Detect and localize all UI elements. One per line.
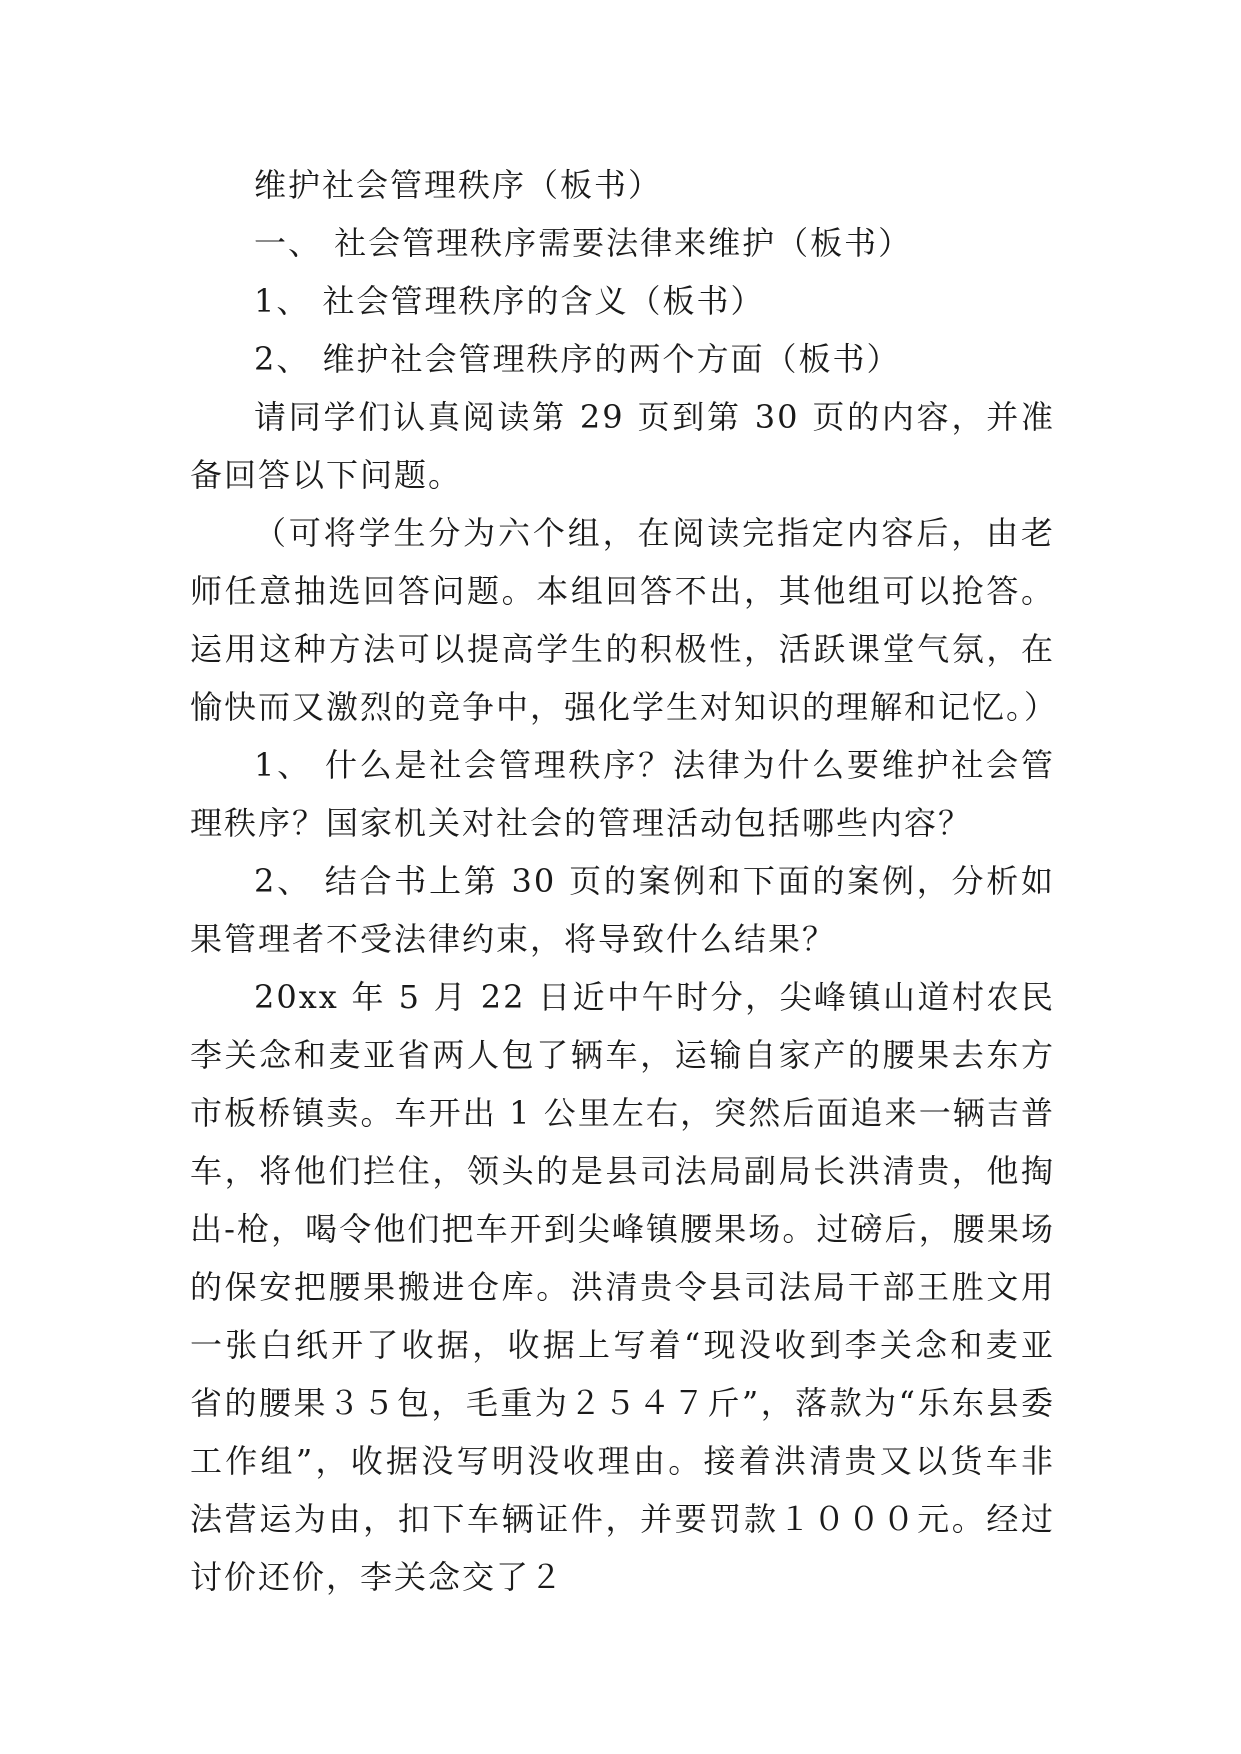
case-paragraph: 20xx 年 5 月 22 日近中午时分，尖峰镇山道村农民李关念和麦亚省两人包了辆车，运输自家产的腰果去东方市板桥镇卖。车开出 1 公里左右，突然后面追来一辆吉普车，将他们拦住，领头的是县司法局副局长洪清贵，他掏出-枪，喝令他们把车开到尖峰镇腰果场。过磅后，腰果场的保安把腰果搬进仓库。洪清贵令县司法局干部王胜文用一张白纸开了收据，收据上写着“现没收到李关念和麦亚省的腰果３５包，毛重为２５４７斤”，落款为“乐东县委工作组”，收据没写明没收理由。接着洪清贵又以货车非法营运为由，扣下车辆证件，并要罚款１０００元。经过讨价还价，李关念交了２ <box>190 978 1055 1596</box>
question-2: 2、 结合书上第 30 页的案例和下面的案例，分析如果管理者不受法律约束，将导致什么结果？ <box>190 862 1055 958</box>
heading-main: 维护社会管理秩序（板书） <box>254 166 663 204</box>
heading-item-1: 1、 社会管理秩序的含义（板书） <box>254 282 765 320</box>
reading-instruction: 请同学们认真阅读第 29 页到第 30 页的内容，并准备回答以下问题。 <box>190 398 1055 494</box>
document-body <box>190 156 1059 1606</box>
heading-section-1: 一、 社会管理秩序需要法律来维护（板书） <box>254 224 913 262</box>
teaching-note: （可将学生分为六个组，在阅读完指定内容后，由老师任意抽选回答问题。本组回答不出，其他组可以抢答。运用这种方法可以提高学生的积极性，活跃课堂气氛，在愉快而又激烈的竞争中，强化学生对知识的理解和记忆。） <box>190 514 1059 726</box>
question-1: 1、 什么是社会管理秩序？法律为什么要维护社会管理秩序？国家机关对社会的管理活动包括哪些内容？ <box>190 746 1055 842</box>
heading-item-2: 2、 维护社会管理秩序的两个方面（板书） <box>254 340 901 378</box>
